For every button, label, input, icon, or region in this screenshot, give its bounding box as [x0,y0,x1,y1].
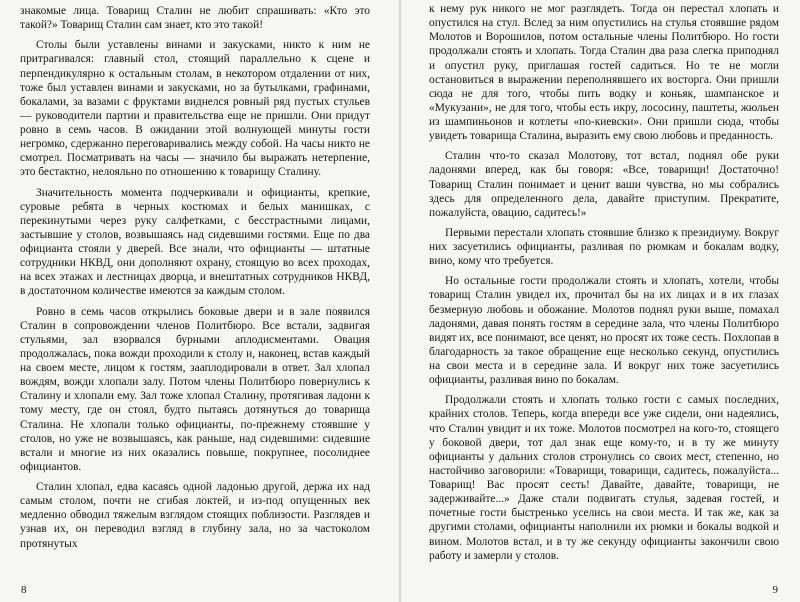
paragraph: Первыми перестали хлопать стоявшие близко к президиуму. Вокруг них засуетились официанты, разливая по рюмкам и бокалам водку, вино, кому что требуется. [429,226,779,268]
right-page [401,0,800,602]
page-number-right: 9 [772,584,778,596]
left-page [0,0,399,602]
paragraph: Сталин что-то сказал Молотову, тот встал, поднял обе руки ладонями вперед, как бы говоря: «Все, товарищи! Достаточно! Товарищ Сталин понимает и ценит ваши чувства, но мы собрались здесь для определенного дела, давайте приступим. Прекратите, пожалуйста, овацию, садитесь!» [429,150,779,219]
paragraph: Столы были уставлены винами и закусками, никто к ним не притрагивался: главный стол, стоящий параллельно к сцене и перпендикулярно к остальным столам, в некотором отдалении от них, тоже был уставлен винами и закусками, но за бутылками, графинами, бокалами, за вазами с фруктами виднелся ровный ряд пустых стульев — руководители партии и правительства еще не пришли. Они придут ровно в семь часов. В ожидании этой волнующей минуты гости негромко, сдержанно переговаривались между собой. На часы никто не смотрел. Посматривать на часы — значило бы выражать нетерпение, это бестактно, нелояльно по отношению к товарищу Сталину. [20,39,370,179]
paragraph: знакомые лица. Товарищ Сталин не любит спрашивать: «Кто это такой?» Товарищ Сталин сам знает, кто это такой! [20,5,370,32]
paragraph: к нему рук никого не мог разглядеть. Тогда он перестал хлопать и опустился на стул. Вслед за ним опустились на стулья стоявшие рядом Молотов и Ворошилов, потом остальные члены Политбюро. Но гости продолжали стоять и хлопать. Тогда Сталин два раза слегка приподнял и опустил руку, приглашая гостей садиться. Но те не могли остановиться в выражении переполнявшего их восторга. Они пришли сюда не для того, чтобы пить водку и коньяк, шампанское и «Мукузани», не для того, чтобы есть икру, лососину, паштеты, жюльен из шампиньонов и котлеты «по-киевски». Они пришли сюда, чтобы увидеть товарища Сталина, выразить ему свою любовь и преданность. [429,3,779,143]
left-page-text [20,4,370,551]
paragraph: Продолжали стоять и хлопать только гости с самых последних, крайних столов. Теперь, когда впереди все уже сидели, они надеялись, что Сталин увидит и их тоже. Молотов посмотрел на кого-то, стоящего у боковой двери, тот дал знак еще кому-то, и в ту же минуту официанты у дальних столов стронулись со своих мест, степенно, но настойчиво заговорили: «Товарищи, товарищи, садитесь, пожалуйста... Товарищ! Вас просят сесть! Давайте, давайте, товарищи, не задерживайте...» Даже стали подвигать стулья, задевая гостей, и почетные гости быстренько уселись на свои места. И так же, как за другими столами, официанты наполнили их рюмки и бокалы водкой и вином. Молотов встал, и в ту же секунду официанты закончили свою работу и замерли у столов. [429,394,779,562]
paragraph: Ровно в семь часов открылись боковые двери и в зале появился Сталин в сопровождении членов Политбюро. Все встали, задвигая стульями, зал взорвался бурными аплодисментами. Овация продолжалась, пока вожди проходили к столу и, наконец, встав каждый на своем месте, лицом к гостям, зааплодировали в ответ. Зал хлопал вождям, вожди хлопали залу. Потом члены Политбюро повернулись к Сталину и хлопали ему. Зал тоже хлопал Сталину, протягивая ладони к тому месту, где он стоял, будто пытаясь дотянуться до товарища Сталина. Не хлопали только официанты, по-прежнему стоявшие у столов, но уже не возвышаясь, как раньше, над сидевшими: сидевшие встали и многие из них оказались повыше, покрупнее, посолиднее официантов. [20,305,370,473]
right-page-text [429,2,779,563]
paragraph: Значительность момента подчеркивали и официанты, крепкие, суровые ребята в черных костюмах и белых манишках, с перекинутыми через руку салфетками, с бесстрастными лицами, застывшие у столов, возвышаясь над сидевшими гостями. Еще по два официанта стояли у дверей. Все знали, что официанты — штатные сотрудники НКВД, они дополняют охрану, стоящую во всех проходах, на всех этажах и лестницах дворца, и внештатных сотрудников НКВД, в достаточном количестве имеются за каждым столом. [20,186,370,298]
paragraph: Но остальные гости продолжали стоять и хлопать, хотели, чтобы товарищ Сталин увидел их, прочитал бы на их лицах и в их глазах безмерную любовь и обожание. Молотов поднял руки выше, помахал ладонями, давая понять гостям в середине зала, что члены Политбюро видят их, все понимают, все ценят, но просят их тоже сесть. Похлопав в благодарность за такое обращение еще несколько секунд, опустились на свои места и в середине зала. И вокруг них тоже засуетились официанты, разливая вино по бокалам. [429,275,779,387]
page-number-left: 8 [21,584,27,596]
paragraph: Сталин хлопал, едва касаясь одной ладонью другой, держа их над самым столом, почти не сгибая локтей, и из-под опущенных век медленно обводил тяжелым взглядом стоящих поблизости. Разглядев и узнав их, он переводил взгляд в глубину зала, но за частоколом протянутых [20,481,370,550]
